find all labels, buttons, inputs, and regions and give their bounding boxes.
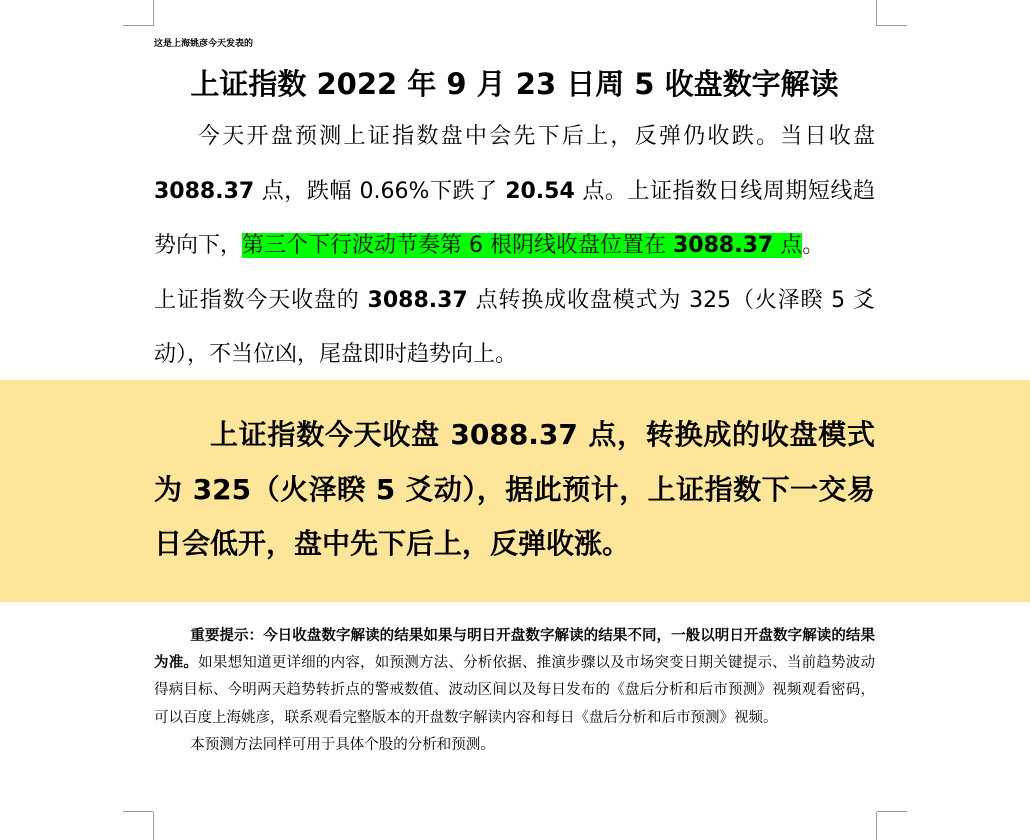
highlight-label: 第三个下行波动节奏第 6 根阴线收盘位置在: [242, 233, 673, 258]
analysis-paragraph: [154, 110, 875, 383]
crop-mark-top-left: [153, 0, 154, 26]
important-notice: [154, 623, 875, 759]
crop-mark-bottom-left: [153, 812, 154, 840]
mode-text-b: 点转换成收盘模式为 325（火泽睽 5 爻动），不当位凶，尾盘即时趋势向上。: [154, 287, 875, 367]
drop-text: 点，跌幅 0.66%下跌了: [254, 178, 506, 204]
notice-bold-text: 今日收盘数字解读的结果如果与明日开盘数字解读的结果不同，一般以明日开盘数字解读的结果为准。: [154, 628, 876, 672]
mode-text-a: 上证指数今天收盘的: [154, 287, 368, 313]
close-value: 3088.37: [154, 178, 255, 204]
notice-label: 重要提示：: [190, 628, 264, 644]
notice-footer: 本预测方法同样可用于具体个股的分析和预测。: [190, 736, 495, 753]
forecast-text: 上证指数今天收盘 3088.37 点，转换成的收盘模式为 325（火泽睽 5 爻动），据此预计，上证指数下一交易日会低开，盘中先下后上，反弹收涨。: [154, 418, 875, 560]
crop-mark-top-left-h: [123, 25, 153, 26]
highlight-suffix: 点: [773, 233, 803, 258]
trend-text: 点。上证指数日线周期短线趋势向下，: [154, 178, 875, 258]
analysis-paragraph-1: [154, 110, 875, 274]
notice-paragraph: [154, 623, 875, 732]
page-title: 上证指数 2022 年 9 月 23 日周 5 收盘数字解读: [190, 67, 839, 101]
drop-points: 20.54: [505, 178, 575, 204]
crop-mark-bottom-left-h: [123, 811, 153, 812]
forecast-paragraph: [154, 408, 875, 572]
mode-value: 3088.37: [367, 287, 468, 313]
crop-mark-top-right: [876, 0, 877, 26]
forecast-band: [0, 380, 1030, 602]
analysis-paragraph-2: [154, 274, 875, 383]
highlight-value: 3088.37: [673, 233, 774, 258]
highlighted-text: [242, 233, 802, 258]
crop-mark-top-right-h: [877, 25, 907, 26]
crop-mark-bottom-right-h: [877, 811, 907, 812]
header-note: 这是上海姚彦今天发表的: [154, 39, 254, 49]
notice-text: 如果想知道更详细的内容，如预测方法、分析依据、推演步骤以及市场突变日期关键提示、当前趋势波动得病目标、今明两天趋势转折点的警戒数值、波动区间以及每日发布的《盘后分析和后市预测》视频观看密码，可以百度上海姚彦，联系观看完整版本的开盘数字解读内容和每日《盘后分析和后市预测》视频。: [154, 655, 875, 726]
intro-text: 今天开盘预测上证指数盘中会先下后上，反弹仍收跌。当日收盘: [198, 124, 875, 149]
crop-mark-bottom-right: [876, 812, 877, 840]
period: 。: [802, 233, 825, 258]
